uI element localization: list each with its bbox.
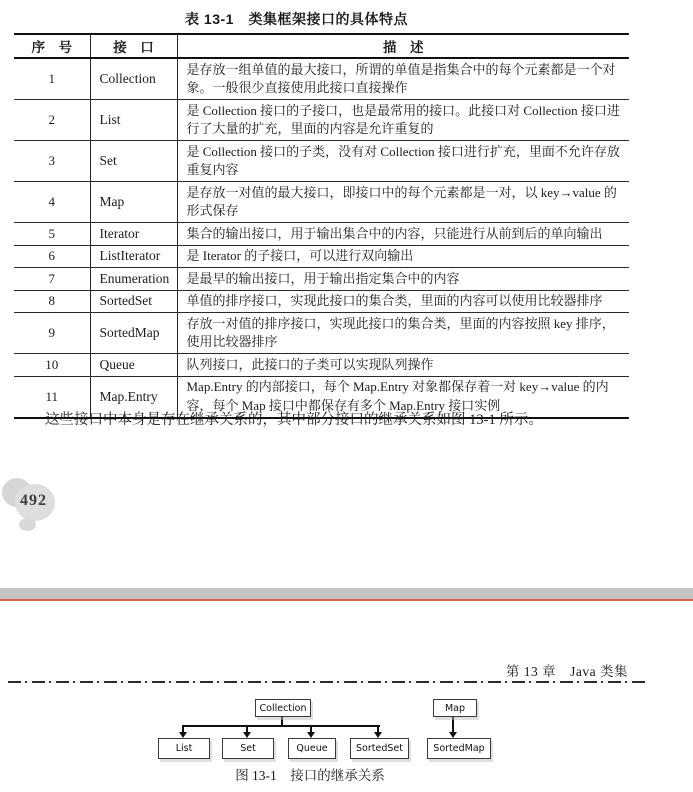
cell-interface: Queue	[90, 354, 177, 377]
cell-number: 8	[48, 293, 55, 309]
cell-interface: Set	[90, 141, 177, 182]
table-title: 表 13-1 类集框架接口的具体特点	[185, 11, 408, 27]
page-separator-bar	[0, 588, 693, 599]
column-header-description: 描 述	[177, 34, 629, 58]
running-head: 第 13 章 Java 类集	[505, 664, 628, 679]
table-row	[14, 100, 629, 141]
cell-description: 是 Iterator 的子接口，可以进行双向输出	[177, 245, 629, 268]
table-row	[14, 268, 629, 291]
cell-number: 1	[48, 71, 55, 86]
cell-description: 是 Collection 接口的子类，没有对 Collection 接口进行扩充，里面不允许存放重复内容	[177, 141, 629, 182]
cell-number: 4	[48, 194, 55, 209]
cell-description: 存放一对值的排序接口，实现此接口的集合类，里面的内容按照 key 排序，使用比较器排序	[177, 313, 629, 354]
cell-number: 6	[48, 248, 55, 264]
diagram-node-map: Map	[433, 699, 477, 717]
cell-description: 队列接口，此接口的子类可以实现队列操作	[177, 354, 629, 377]
cell-interface: Enumeration	[90, 268, 177, 291]
diagram-node-list: List	[158, 738, 210, 759]
dash-dot-rule	[8, 681, 649, 683]
cell-description: 是最早的输出接口，用于输出指定集合中的内容	[177, 268, 629, 291]
table-row	[14, 245, 629, 268]
cell-interface: SortedSet	[90, 290, 177, 313]
column-header-number: 序 号	[31, 40, 72, 55]
table-row	[14, 58, 629, 100]
cell-interface: SortedMap	[90, 313, 177, 354]
figure-caption: 图 13-1 接口的继承关系	[235, 768, 385, 783]
cell-description: 是存放一对值的最大接口，即接口中的每个元素都是一对，以 key→value 的形式保存	[177, 182, 629, 223]
cell-interface: Iterator	[90, 223, 177, 246]
cell-description: 是存放一组单值的最大接口，所谓的单值是指集合中的每个元素都是一个对象。一般很少直接使用此接口直接操作	[177, 58, 629, 100]
table-row	[14, 141, 629, 182]
cell-number: 2	[48, 112, 55, 127]
table-row	[14, 223, 629, 246]
diagram-node-sortedset: SortedSet	[350, 738, 409, 759]
page-number: 492	[20, 492, 47, 509]
table-row	[14, 354, 629, 377]
body-paragraph: 这些接口中本身是存在继承关系的，其中部分接口的继承关系如图 13-1 所示。	[45, 412, 543, 428]
cell-interface: Collection	[90, 58, 177, 100]
cell-number: 10	[45, 356, 59, 372]
diagram-node-collection: Collection	[255, 699, 311, 717]
page-separator-line	[0, 599, 693, 601]
cell-number: 7	[48, 270, 55, 286]
cell-interface: Map.Entry	[90, 376, 177, 418]
table-row	[14, 182, 629, 223]
cell-interface: Map	[90, 182, 177, 223]
diagram-node-sortedmap: SortedMap	[427, 738, 491, 759]
connector-map-stem	[452, 716, 454, 732]
page-number-blob	[19, 518, 36, 531]
table-row	[14, 313, 629, 354]
cell-description: 是 Collection 接口的子接口，也是最常用的接口。此接口对 Collection 接口进行了大量的扩充，里面的内容是允许重复的	[177, 100, 629, 141]
column-header-interface: 接 口	[90, 34, 177, 58]
cell-number: 9	[48, 325, 55, 340]
diagram-node-set: Set	[222, 738, 274, 759]
cell-number: 5	[48, 225, 55, 241]
cell-description: Map.Entry 的内部接口，每个 Map.Entry 对象都保存着一对 key→value 的内容，每个 Map 接口中都保存有多个 Map.Entry 接口实例	[177, 376, 629, 418]
cell-description: 单值的排序接口，实现此接口的集合类，里面的内容可以使用比较器排序	[177, 290, 629, 313]
cell-description: 集合的输出接口，用于输出集合中的内容，只能进行从前到后的单向输出	[177, 223, 629, 246]
table-header-row	[14, 34, 629, 58]
cell-number: 11	[45, 388, 59, 404]
cell-number: 3	[48, 153, 55, 168]
table-row	[14, 290, 629, 313]
diagram-node-queue: Queue	[288, 738, 336, 759]
cell-interface: List	[90, 100, 177, 141]
interface-feature-table	[14, 33, 629, 419]
connector-horizontal-bus	[182, 725, 380, 727]
cell-interface: ListIterator	[90, 245, 177, 268]
